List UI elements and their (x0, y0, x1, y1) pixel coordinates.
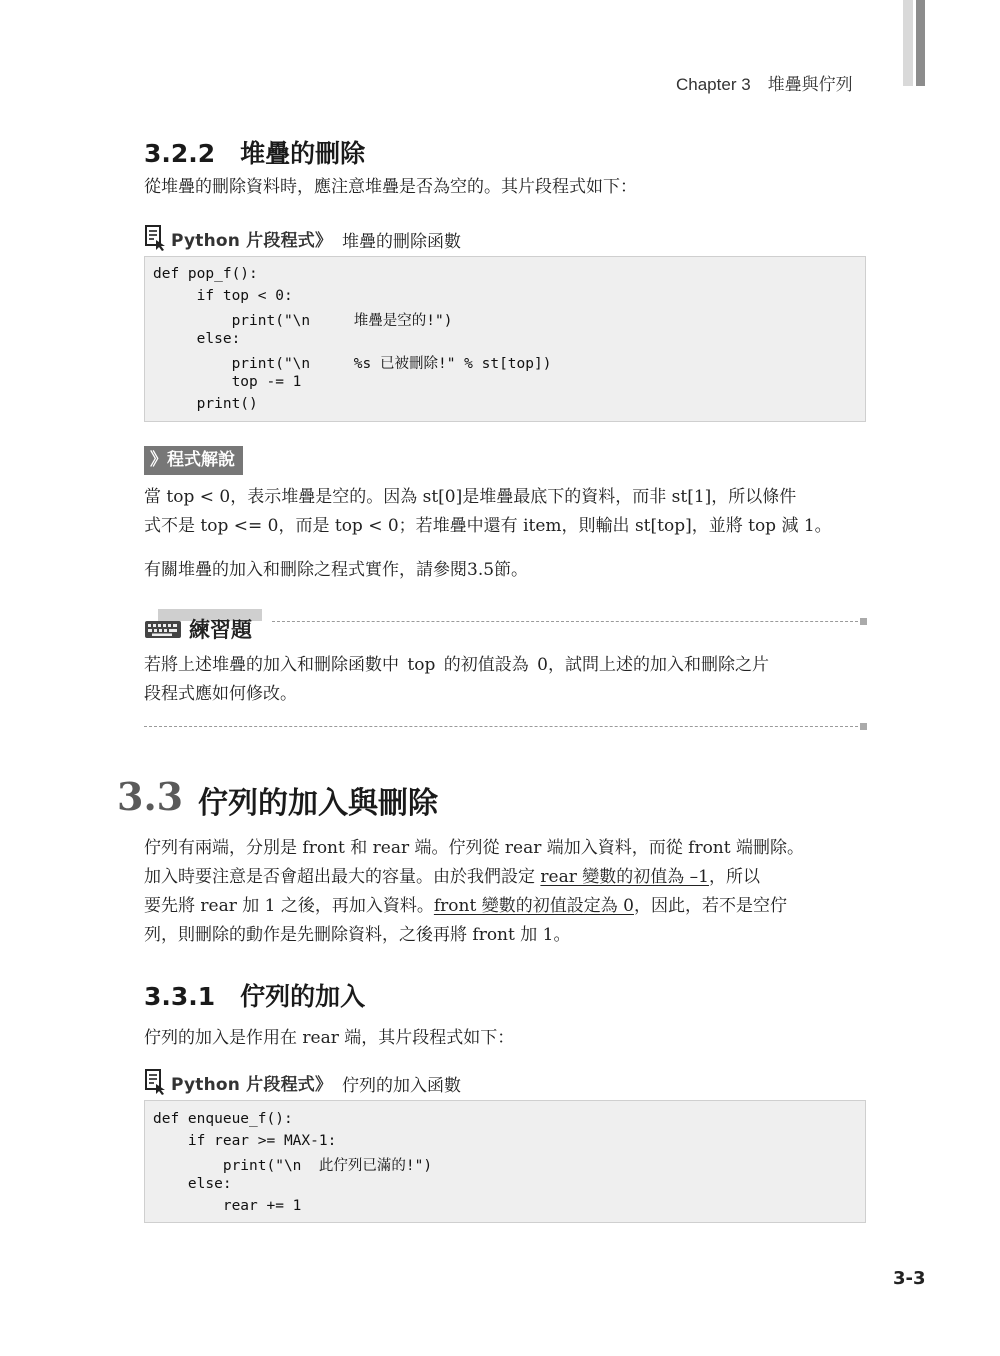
sec33-line-4: 列，則刪除的動作是先刪除資料，之後再將 front 加 1。 (144, 925, 571, 945)
code-block-enqueue (144, 1100, 866, 1223)
code-line: if rear >= MAX-1: (153, 1133, 337, 1149)
sec33-line-2 (144, 863, 760, 892)
code-line: def enqueue_f(): (153, 1111, 293, 1127)
code-line: print("\n 堆疊是空的!") (153, 313, 453, 329)
corner-bar-light (903, 0, 913, 86)
code-document-icon (144, 1068, 166, 1096)
page-number: 3-3 (893, 1268, 926, 1289)
exercise-line-1: 若將上述堆疊的加入和刪除函數中 top 的初值設為 0，試問上述的加入和刪除之片 (144, 655, 769, 675)
code-line: def pop_f(): (153, 266, 258, 282)
snippet-label: Python 片段程式》 (171, 231, 333, 251)
underlined-text: front 變數的初值設定為 0 (433, 896, 634, 916)
code-line: else: (153, 1176, 232, 1192)
code-line: if top < 0: (153, 288, 293, 304)
snippet-caption: 佇列的加入函數 (342, 1076, 461, 1096)
section-intro: 佇列的加入是作用在 rear 端，其片段程式如下： (144, 1028, 515, 1048)
running-header: Chapter 3 堆疊與佇列 (676, 75, 853, 94)
explain-line-1: 當 top < 0，表示堆疊是空的。因為 st[0]是堆疊最底下的資料，而非 st[1]，所以條件 (144, 487, 797, 507)
text-run: 要先將 rear 加 1 之後，再加入資料。 (144, 896, 434, 916)
code-line: else: (153, 331, 241, 347)
section-heading-3-2-2: 3.2.2 堆疊的刪除 (144, 139, 366, 168)
section-title-3-3: 佇列的加入與刪除 (198, 786, 438, 821)
exercise-title: 練習題 (189, 618, 252, 642)
explain-line-2: 式不是 top <= 0，而是 top < 0；若堆疊中還有 item，則輸出 st[top]，並將 top 減 1。 (144, 516, 832, 536)
exercise-line-2: 段程式應如何修改。 (144, 684, 297, 704)
sec33-line-1: 佇列有兩端，分別是 front 和 rear 端。佇列從 rear 端加入資料，而從 front 端刪除。 (144, 838, 804, 858)
code-block-pop (144, 256, 866, 422)
explain-label: 》程式解說 (144, 446, 243, 475)
section-heading-3-3-1: 3.3.1 佇列的加入 (144, 982, 366, 1011)
text-run: 加入時要注意是否會超出最大的容量。由於我們設定 (144, 867, 541, 887)
code-line: print() (153, 396, 258, 412)
exercise-bottom-rule (144, 726, 858, 727)
snippet-label: Python 片段程式》 (171, 1075, 333, 1095)
rule-end-marker (860, 618, 867, 625)
underlined-text: rear 變數的初值為 –1 (540, 867, 709, 887)
code-line: print("\n 此佇列已滿的!") (153, 1158, 433, 1174)
text-run: ，所以 (708, 867, 760, 887)
sec33-line-3 (144, 892, 787, 921)
section-intro: 從堆疊的刪除資料時，應注意堆疊是否為空的。其片段程式如下： (144, 177, 637, 197)
code-document-icon (144, 224, 166, 252)
snippet-caption: 堆疊的刪除函數 (342, 232, 461, 252)
code-line: print("\n %s 已被刪除!" % st[top]) (153, 356, 552, 372)
code-line: rear += 1 (153, 1198, 302, 1214)
text-run: ，因此，若不是空佇 (633, 896, 787, 916)
section-number-3-3: 3.3 (117, 774, 184, 819)
code-line: top -= 1 (153, 374, 302, 390)
keyboard-icon (144, 618, 182, 640)
rule-end-marker (860, 723, 867, 730)
corner-bar-dark (916, 0, 925, 86)
exercise-top-rule (272, 621, 858, 622)
explain-line-3: 有關堆疊的加入和刪除之程式實作，請參閱3.5節。 (144, 560, 529, 580)
